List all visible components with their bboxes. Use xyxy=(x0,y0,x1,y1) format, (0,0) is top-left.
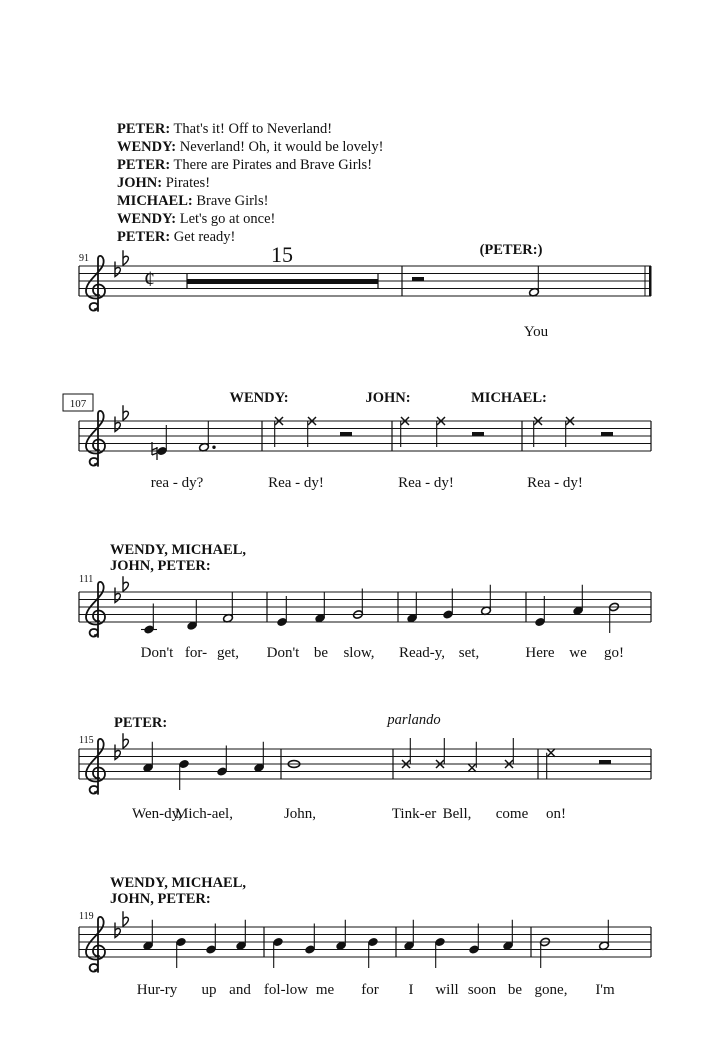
character-label: PETER: xyxy=(114,715,168,731)
lyric-syllable: Tink-er xyxy=(391,806,437,822)
character-label: WENDY, MICHAEL, xyxy=(110,542,247,558)
note xyxy=(367,937,378,968)
note xyxy=(276,596,287,627)
measure-number: 115 xyxy=(79,735,94,746)
lyric-syllable: get, xyxy=(216,645,240,661)
character-label: MICHAEL: xyxy=(471,390,547,406)
character-label: WENDY, MICHAEL, xyxy=(110,875,247,891)
speaker-name: WENDY: xyxy=(117,139,177,155)
note xyxy=(403,920,414,951)
speaker-name: PETER: xyxy=(117,121,171,137)
staff-system-107 xyxy=(63,390,651,491)
dialogue-text: Brave Girls! xyxy=(196,193,269,209)
lyric-syllable: Hur-ry xyxy=(136,982,178,998)
speaker-name: PETER: xyxy=(117,229,171,245)
flat-sign xyxy=(115,262,120,277)
note xyxy=(502,920,513,951)
lyric-syllable: for xyxy=(361,982,379,998)
note xyxy=(406,592,417,623)
note xyxy=(156,425,167,456)
lyric-syllable: Don't xyxy=(266,645,300,661)
time-signature: ¢ xyxy=(144,266,155,291)
flat-sign xyxy=(115,588,120,603)
half-rest xyxy=(601,432,613,436)
note xyxy=(528,266,539,297)
lyric-syllable: I'm xyxy=(595,982,615,998)
lyric-syllable: go! xyxy=(604,645,624,661)
lyric-syllable: Rea - dy! xyxy=(268,475,324,491)
lyric-syllable: set, xyxy=(458,645,480,661)
lyric-syllable: be xyxy=(313,645,329,661)
lyric-syllable: up xyxy=(201,982,217,998)
note xyxy=(235,920,246,951)
dialogue-text: Get ready! xyxy=(173,229,236,245)
dialogue-text: There are Pirates and Brave Girls! xyxy=(173,157,373,173)
staff-system-119 xyxy=(79,875,651,998)
flat-sign xyxy=(123,733,128,748)
lyric-syllable: Rea - dy! xyxy=(527,475,583,491)
note xyxy=(572,585,583,616)
lyric-syllable: John, xyxy=(283,806,317,822)
lyric-syllable: slow, xyxy=(343,645,375,661)
lyric-syllable: You xyxy=(523,324,549,340)
note xyxy=(442,589,453,620)
note xyxy=(141,604,157,635)
lyric-syllable: will xyxy=(435,982,459,998)
lyric-syllable: we xyxy=(569,645,587,661)
character-label: (PETER:) xyxy=(479,242,543,258)
flat-sign xyxy=(123,576,128,591)
flat-sign xyxy=(115,417,120,432)
measure-number: 111 xyxy=(79,574,94,585)
lyric-syllable: me xyxy=(315,982,335,998)
lyric-syllable: be xyxy=(507,982,523,998)
flat-sign xyxy=(115,745,120,760)
note xyxy=(598,920,609,951)
flat-sign xyxy=(123,405,128,420)
character-label: JOHN, PETER: xyxy=(110,558,211,574)
note xyxy=(272,937,283,968)
lyric-syllable: rea - dy? xyxy=(150,475,204,491)
lyric-syllable: for- xyxy=(184,645,208,661)
lyric-syllable: fol-low xyxy=(263,982,309,998)
note xyxy=(304,924,315,955)
lyric-syllable: Read-y, xyxy=(398,645,446,661)
speaker-name: PETER: xyxy=(117,157,171,173)
dialogue-text: That's it! Off to Neverland! xyxy=(173,121,333,137)
note xyxy=(314,592,325,623)
lyric-syllable: soon xyxy=(467,982,497,998)
note xyxy=(480,585,491,616)
expression-marking: parlando xyxy=(387,712,441,728)
note xyxy=(434,937,445,968)
dialogue-text: Let's go at once! xyxy=(179,211,276,227)
treble-clef xyxy=(86,582,105,637)
lyric-syllable: on! xyxy=(546,806,566,822)
lyric-syllable: Here xyxy=(525,645,555,661)
note xyxy=(178,759,189,790)
note xyxy=(253,742,264,773)
note xyxy=(142,742,153,773)
flat-sign xyxy=(123,911,128,926)
half-rest xyxy=(340,432,352,436)
measure-number: 119 xyxy=(79,911,94,922)
character-label: JOHN, PETER: xyxy=(110,891,211,907)
lyric-syllable: I xyxy=(408,982,414,998)
staff-system-115 xyxy=(79,712,651,822)
treble-clef xyxy=(86,739,105,794)
speaker-name: MICHAEL: xyxy=(117,193,193,209)
staff-system-91 xyxy=(79,242,652,340)
treble-clef xyxy=(86,411,105,466)
speaker-name: JOHN: xyxy=(117,175,163,191)
note xyxy=(468,924,479,955)
lyric-syllable: Rea - dy! xyxy=(398,475,454,491)
speaker-name: WENDY: xyxy=(117,211,177,227)
character-label: WENDY: xyxy=(229,390,289,406)
dialogue-text: Pirates! xyxy=(165,175,211,191)
treble-clef xyxy=(86,917,105,972)
note xyxy=(186,600,197,631)
half-rest xyxy=(472,432,484,436)
half-rest xyxy=(412,277,424,281)
note xyxy=(222,592,233,623)
dialogue-text: Neverland! Oh, it would be lovely! xyxy=(179,139,384,155)
measure-number: 107 xyxy=(69,398,87,410)
multi-measure-rest-bar xyxy=(187,279,378,284)
note xyxy=(205,924,216,955)
half-rest xyxy=(599,760,611,764)
treble-clef xyxy=(86,256,105,311)
note xyxy=(534,596,545,627)
note xyxy=(335,920,346,951)
note xyxy=(216,746,227,777)
note xyxy=(142,920,153,951)
flat-sign xyxy=(115,923,120,938)
x-notehead xyxy=(547,749,555,757)
flat-sign xyxy=(123,250,128,265)
double-barline-thick xyxy=(649,266,652,296)
augmentation-dot xyxy=(212,446,215,449)
multirest-count: 15 xyxy=(271,242,293,267)
character-label: JOHN: xyxy=(365,390,411,406)
measure-number: 91 xyxy=(79,253,89,264)
lyric-syllable: Bell, xyxy=(442,806,472,822)
staff-system-111 xyxy=(79,542,651,661)
lyric-syllable: Wen-dy, xyxy=(132,806,182,822)
x-notehead xyxy=(468,764,476,772)
lyric-syllable: Mich-ael, xyxy=(175,806,233,822)
lyric-syllable: Don't xyxy=(140,645,174,661)
note xyxy=(175,937,186,968)
note xyxy=(198,421,209,452)
lyric-syllable: gone, xyxy=(534,982,568,998)
lyric-syllable: come xyxy=(495,806,529,822)
lyric-syllable: and xyxy=(229,982,251,998)
